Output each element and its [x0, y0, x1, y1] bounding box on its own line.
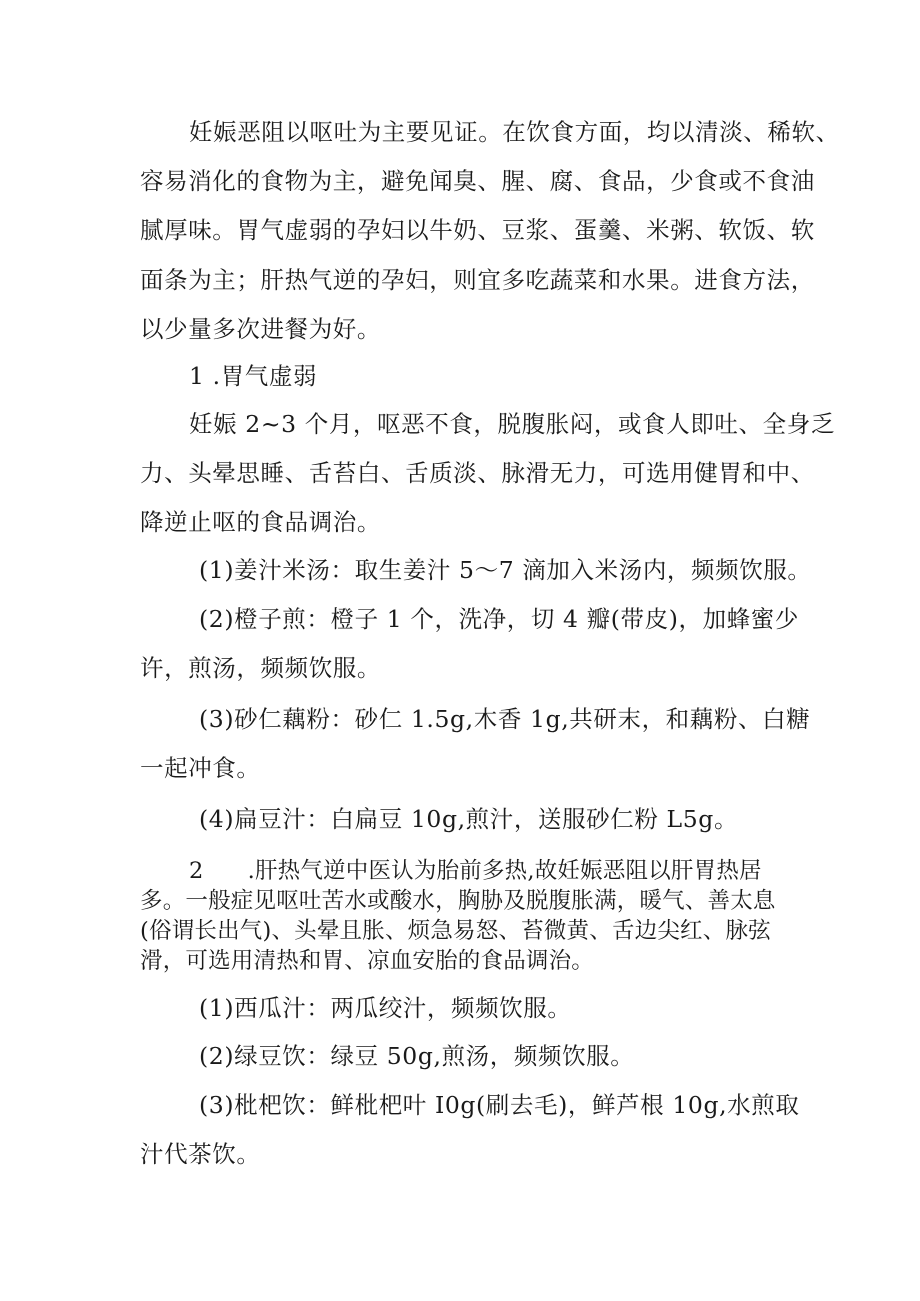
recipe1-4: (4)扁豆汁：白扁豆 10g,煎汁，送服砂仁粉 L5g。	[199, 805, 739, 833]
recipe1-3-line-1: (3)砂仁藕粉：砂仁 1.5g,木香 1g,共研末，和藕粉、白糖	[199, 705, 811, 733]
recipe1-2-line-1: (2)橙子煎：橙子 1 个，洗净，切 4 瓣(带皮)，加蜂蜜少	[199, 605, 800, 633]
section2-line-1: 2 .肝热气逆中医认为胎前多热,故妊娠恶阻以肝胃热居	[189, 858, 762, 884]
recipe2-3-line-2: 汁代茶饮。	[140, 1140, 261, 1168]
section2-line-4: 滑，可选用清热和胃、凉血安胎的食品调治。	[140, 948, 595, 974]
recipe1-2-line-2: 许，煎汤，频频饮服。	[140, 654, 381, 682]
intro-line-5: 以少量多次进餐为好。	[140, 315, 381, 343]
intro-line-3: 腻厚味。胃气虚弱的孕妇以牛奶、豆浆、蛋羹、米粥、软饭、软	[140, 216, 815, 244]
recipe2-2: (2)绿豆饮：绿豆 50g,煎汤，频频饮服。	[199, 1042, 635, 1070]
section1-line-1: 妊娠 2~3 个月，呕恶不食，脱腹胀闷，或食人即吐、全身乏	[189, 410, 835, 438]
intro-line-2: 容易消化的食物为主，避免闻臭、腥、腐、食品，少食或不食油	[140, 167, 815, 195]
section1-line-3: 降逆止呕的食品调治。	[140, 508, 381, 536]
section2-line-3: (俗谓长出气)、头晕且胀、烦急易怒、苔微黄、舌边尖红、脉弦	[140, 918, 771, 944]
recipe2-1: (1)西瓜汁：两瓜绞汁，频频饮服。	[199, 994, 572, 1022]
recipe2-3-line-1: (3)枇杷饮：鲜枇杷叶 I0g(刷去毛)，鲜芦根 10g,水煎取	[199, 1091, 800, 1119]
section1-heading: 1 .胃气虚弱	[189, 362, 318, 390]
section2-line-2: 多。一般症见呕吐苦水或酸水，胸胁及脱腹胀满，暖气、善太息	[140, 888, 776, 914]
recipe1-1: (1)姜汁米汤：取生姜汁 5～7 滴加入米汤内，频频饮服。	[199, 556, 812, 584]
section1-line-2: 力、头晕思睡、舌苔白、舌质淡、脉滑无力，可选用健胃和中、	[140, 459, 815, 487]
intro-line-1: 妊娠恶阻以呕吐为主要见证。在饮食方面，均以清淡、稀软、	[189, 118, 840, 146]
recipe1-3-line-2: 一起冲食。	[140, 754, 261, 782]
intro-line-4: 面条为主；肝热气逆的孕妇，则宜多吃蔬菜和水果。进食方法，	[140, 266, 815, 294]
